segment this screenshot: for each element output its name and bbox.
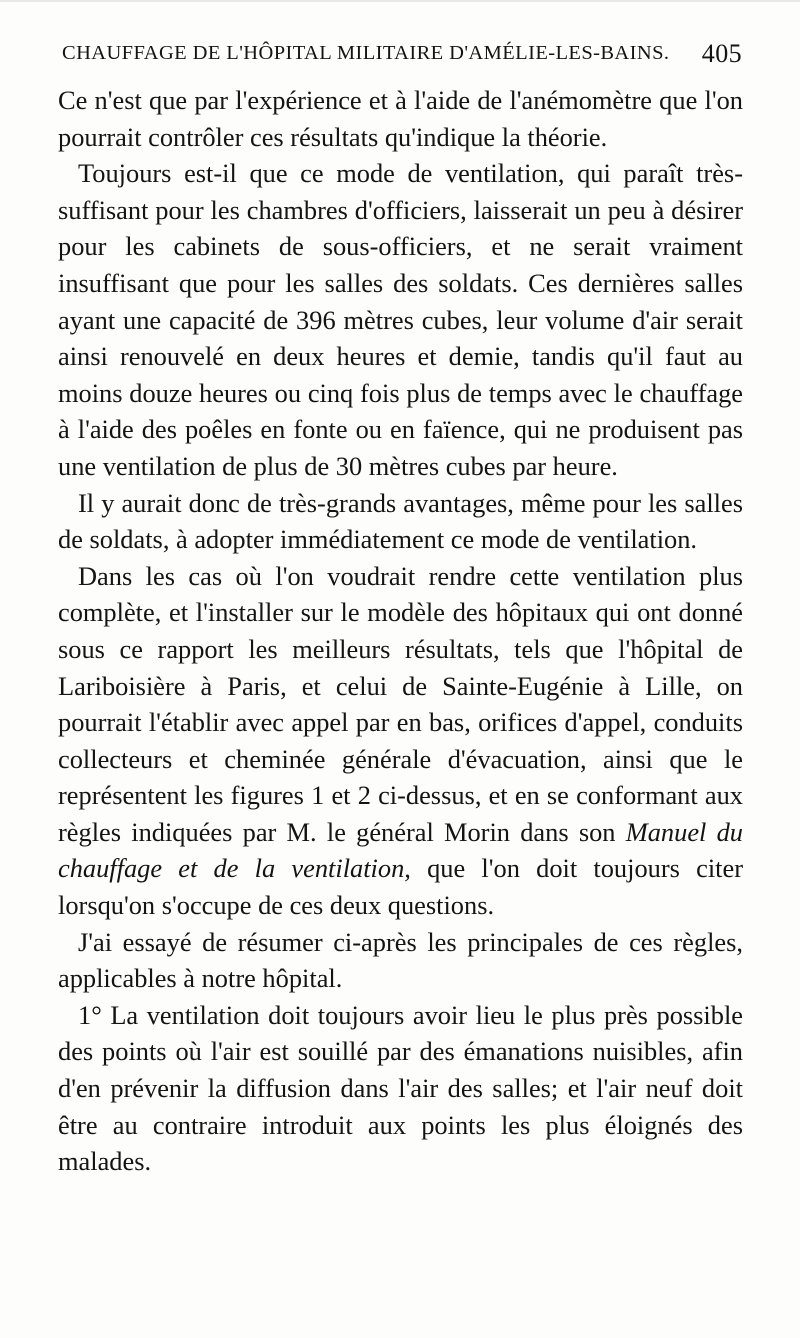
paragraph-3: Il y aurait donc de très-grands avantages, même pour les salles de soldats, à adopter immédiatement ce mode de ventilation. xyxy=(58,487,743,555)
body-text xyxy=(58,82,743,1180)
paragraph-4-text-end: que l'on doit toujours citer lorsqu'on s'occupe de ces deux questions. xyxy=(58,853,743,921)
book-title-italic: Manuel du chauffage et de la ventilation, xyxy=(58,816,743,884)
paragraph-6: 1° La ventilation doit toujours avoir lieu le plus près possible des points où l'air est souillé par des émanations nuisibles, afin d'en prévenir la diffusion dans l'air des salles; et l'air neuf doit être au contraire introduit aux points les plus éloignés des malades. xyxy=(58,999,743,1177)
running-title: CHAUFFAGE DE L'HÔPITAL MILITAIRE D'AMÉLIE-LES-BAINS. xyxy=(62,42,670,64)
running-head xyxy=(62,39,742,76)
paragraph-4-text-start: Dans les cas où l'on voudrait rendre cette ventilation plus complète, et l'installer sur le modèle des hôpitaux qui ont donné sous ce rapport les meilleurs résultats, tels que l'hôpital de Lariboisière à Paris, et celui de Sainte-Eugénie à Lille, on pourrait l'établir avec appel par en bas, orifices d'appel, conduits collecteurs et cheminée générale d'évacuation, ainsi que le représentent les figures 1 et 2 ci-dessus, et en se conformant aux règles indiquées par M. le général Morin dans son xyxy=(58,560,743,847)
paragraph-1: Ce n'est que par l'expérience et à l'aide de l'anémomètre que l'on pourrait contrôler ces résultats qu'indique la théorie. xyxy=(58,85,743,152)
page-edge xyxy=(0,0,800,2)
paragraph-2: Toujours est-il que ce mode de ventilation, qui paraît très-suffisant pour les chambres d'officiers, laisserait un peu à désirer pour les cabinets de sous-officiers, et ne serait vraiment insuffisant que pour les salles des soldats. Ces dernières salles ayant une capacité de 396 mètres cubes, leur volume d'air serait ainsi renouvelé en deux heures et demie, tandis qu'il faut au moins douze heures ou cinq fois plus de temps avec le chauffage à l'aide des poêles en fonte ou en faïence, qui ne produisent pas une ventilation de plus de 30 mètres cubes par heure. xyxy=(58,158,743,481)
page-number: 405 xyxy=(701,39,742,68)
paragraph-5: J'ai essayé de résumer ci-après les principales de ces règles, applicables à notre hôpital. xyxy=(58,926,743,994)
paragraph-4 xyxy=(58,558,743,924)
